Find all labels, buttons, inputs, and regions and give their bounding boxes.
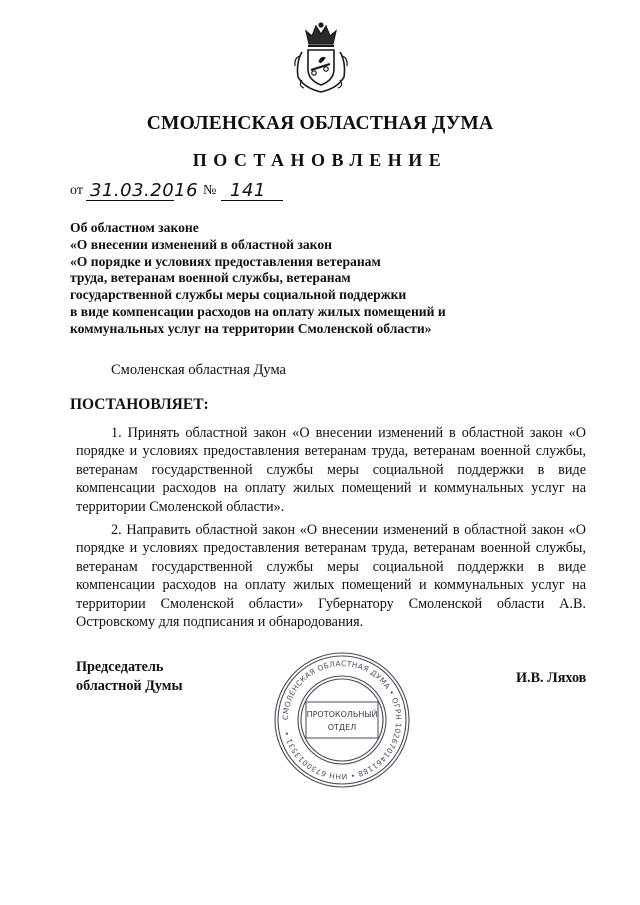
stamp-center-line: ПРОТОКОЛЬНЫЙ <box>306 710 378 719</box>
date-prefix: от <box>70 183 83 198</box>
handwritten-date: 31.03.2016 <box>90 180 199 201</box>
date-number-line <box>70 176 370 204</box>
resolves-heading: ПОСТАНОВЛЯЕТ: <box>70 396 209 413</box>
subject-line: «О порядке и условиях предоставления ветеранам <box>70 253 381 269</box>
subject-line: «О внесении изменений в областной закон <box>70 236 332 252</box>
document-type-heading: ПОСТАНОВЛЕНИЕ <box>192 150 448 170</box>
subject-line: труда, ветеранам военной службы, ветеранам <box>70 270 351 286</box>
position-line: областной Думы <box>76 678 183 694</box>
paragraph-1: 1. Принять областной закон «О внесении изменений в областной закон «О порядке и условиях предоставления ветеранам труда, ветеранам военной службы, ветеранам государственной службы меры социальной поддержки в виде компенсации расходов на оплату жилых помещений и коммунальных услуг на территории Смоленской области». <box>76 425 586 515</box>
preamble: Смоленская областная Дума <box>111 362 286 378</box>
svg-text:СМОЛЕНСКАЯ ОБЛАСТНАЯ ДУМА • ОГ <box>281 659 403 781</box>
paragraph-2: 2. Направить областной закон «О внесении изменений в областной закон «О порядке и условиях предоставления ветеранам труда, ветеранам военной службы, ветеранам государственной службы меры социальной поддержки в виде компенсации расходов на оплату жилых помещений и коммунальных услуг на территории Смоленской области» Губернатору Смоленской области А.В. Островскому для подписания и обнародования. <box>76 522 586 631</box>
number-prefix: № <box>203 183 217 198</box>
organization-title: СМОЛЕНСКАЯ ОБЛАСТНАЯ ДУМА <box>146 113 494 134</box>
position-line: Председатель <box>76 659 164 675</box>
stamp-center-line: ОТДЕЛ <box>327 723 357 732</box>
round-seal-stamp-icon <box>272 650 412 790</box>
subject-line: коммунальных услуг на территории Смоленской области» <box>70 320 432 336</box>
stamp-ring-text: СМОЛЕНСКАЯ ОБЛАСТНАЯ ДУМА • ОГРН 1026701461188 • ИНН 6730013531 • <box>280 658 404 782</box>
subject-line: в виде компенсации расходов на оплату жилых помещений и <box>70 303 446 319</box>
signatory-position <box>76 658 183 696</box>
document-subject <box>70 220 530 338</box>
handwritten-number: 141 <box>230 180 266 201</box>
coat-of-arms-icon <box>292 22 350 94</box>
subject-line: государственной службы меры социальной поддержки <box>70 287 407 303</box>
subject-line: Об областном законе <box>70 220 199 235</box>
signatory-name: И.В. Ляхов <box>516 670 587 686</box>
